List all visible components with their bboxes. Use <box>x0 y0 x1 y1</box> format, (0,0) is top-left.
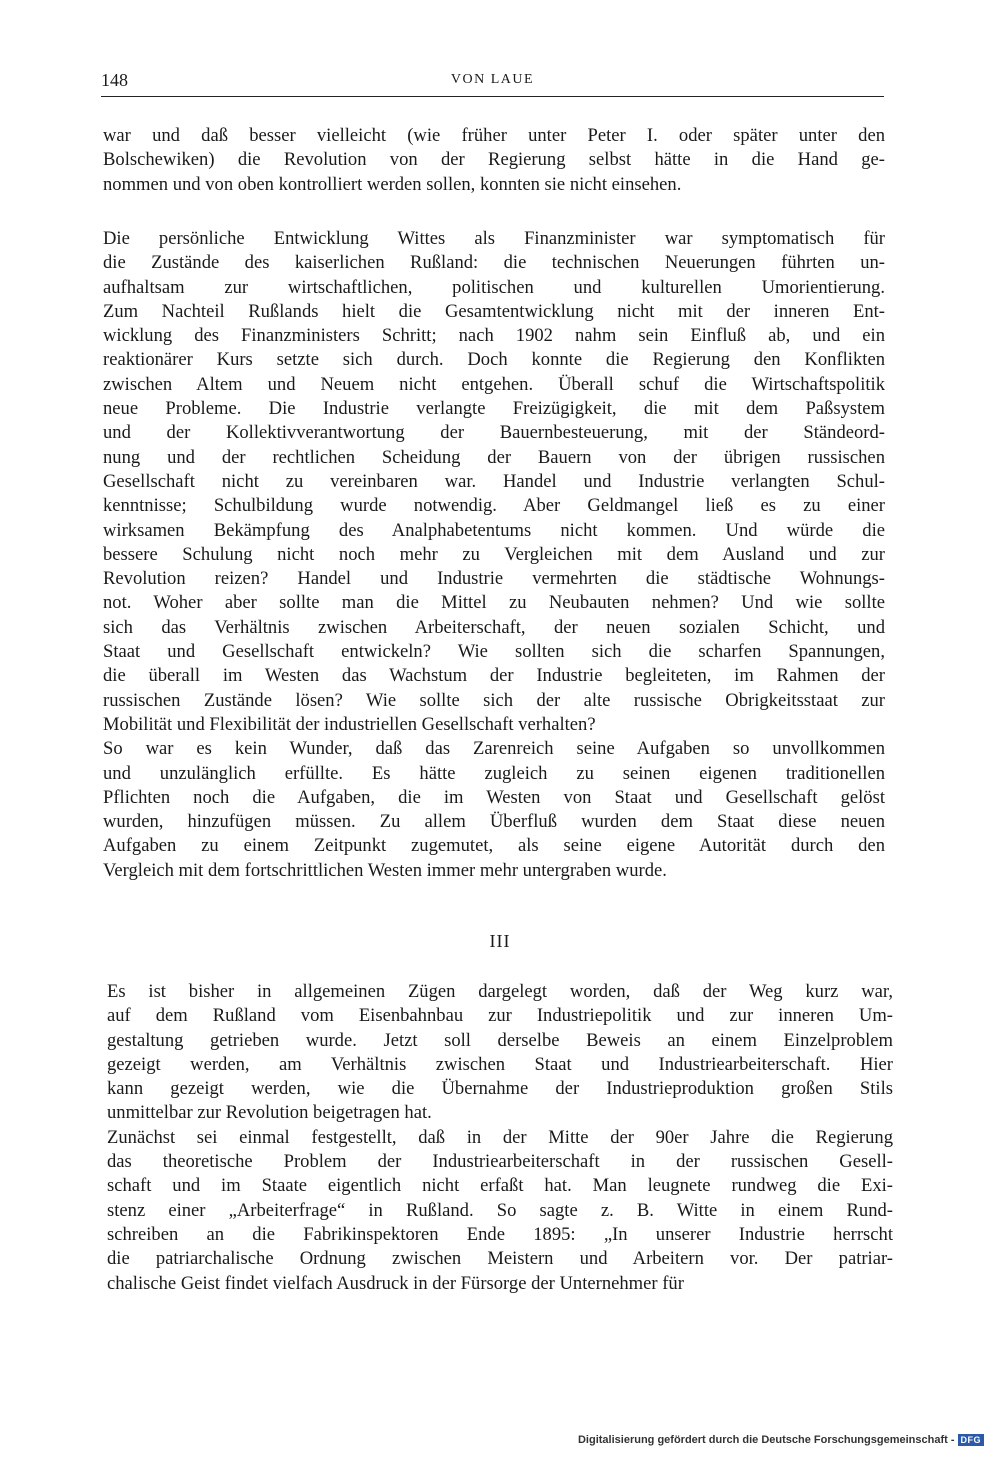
text-line: Mobilität und Flexibilität der industriellen Gesellschaft verhalten? <box>103 713 596 735</box>
footer-text: Digitalisierung gefördert durch die Deutsche Forschungsgemeinschaft - <box>577 1434 955 1446</box>
text-line: Staat und Gesellschaft entwickeln? Wie sollten sich die scharfen Spannungen, <box>103 641 885 663</box>
text-line: das theoretische Problem der Industriearbeiterschaft in der russischen Gesell- <box>107 1151 893 1173</box>
text-line: die Zustände des kaiserlichen Rußland: die technischen Neuerungen führten un- <box>103 252 885 274</box>
text-line: Die persönliche Entwicklung Wittes als Finanzminister war symptomatisch für <box>103 228 885 249</box>
paragraph-2 <box>103 227 885 883</box>
text-line: aufhaltsam zur wirtschaftlichen, politischen und kulturellen Umorientierung. <box>103 276 885 298</box>
text-line: So war es kein Wunder, daß das Zarenreich seine Aufgaben so unvollkommen <box>103 738 885 760</box>
text-line: not. Woher aber sollte man die Mittel zu Neubauten nehmen? Und wie sollte <box>103 592 885 614</box>
text-line: die überall im Westen das Wachstum der Industrie begleiteten, im Rahmen der <box>103 665 885 687</box>
text-line: Aufgaben zu einem Zeitpunkt zugemutet, als seine eigene Autorität durch den <box>103 835 885 857</box>
text-line: Pflichten noch die Aufgaben, die im Westen von Staat und Gesellschaft gelöst <box>103 786 885 808</box>
text-line: chalische Geist findet vielfach Ausdruck in der Fürsorge der Unternehmer für <box>107 1272 684 1294</box>
text-line: nung und der rechtlichen Scheidung der Bauern von der übrigen russischen <box>103 446 885 468</box>
text-line: Bolschewiken) die Revolution von der Regierung selbst hätte in die Hand ge- <box>103 149 885 171</box>
dfg-logo: DFG <box>958 1434 985 1446</box>
text-line: gezeigt werden, am Verhältnis zwischen Staat und Industriearbeiterschaft. Hier <box>107 1053 893 1075</box>
text-line: wurden, hinzufügen müssen. Zu allem Überfluß wurden dem Staat diese neuen <box>103 811 885 833</box>
text-line: Es ist bisher in allgemeinen Zügen dargelegt worden, daß der Weg kurz war, <box>107 981 893 1002</box>
running-head: VON LAUE <box>450 72 535 87</box>
text-line: auf dem Rußland vom Eisenbahnbau zur Industriepolitik und zur inneren Um- <box>107 1005 893 1027</box>
text-line: Zunächst sei einmal festgestellt, daß in der Mitte der 90er Jahre die Regierung <box>107 1126 893 1148</box>
text-line: wirksamen Bekämpfung des Analphabetentums nicht kommen. Und würde die <box>103 519 885 541</box>
text-line: gestaltung getrieben wurde. Jetzt soll derselbe Beweis an einem Einzelproblem <box>107 1029 893 1051</box>
text-line: schreiben an die Fabrikinspektoren Ende 1895: „In unserer Industrie herrscht <box>107 1223 893 1245</box>
text-line: zwischen Altem und Neuem nicht entgehen. Überall schuf die Wirtschaftspolitik <box>103 373 885 395</box>
text-line: Gesellschaft nicht zu vereinbaren war. Handel und Industrie verlangten Schul- <box>103 470 885 492</box>
text-line: unmittelbar zur Revolution beigetragen hat. <box>107 1102 432 1124</box>
text-line: kann gezeigt werden, wie die Übernahme der Industrieproduktion großen Stils <box>107 1078 893 1100</box>
text-line: war und daß besser vielleicht (wie früher unter Peter I. oder später unter den <box>103 125 885 146</box>
text-line: Vergleich mit dem fortschrittlichen Westen immer mehr untergraben wurde. <box>103 859 667 881</box>
paragraph-1 <box>103 124 885 197</box>
text-line: stenz einer „Arbeiterfrage“ in Rußland. So sagte z. B. Witte in einem Rund- <box>107 1199 893 1221</box>
text-line: und unzulänglich erfüllte. Es hätte zugleich zu seinen eigenen traditionellen <box>103 762 885 784</box>
page-number: 148 <box>101 70 128 90</box>
text-line: und der Kollektivverantwortung der Bauernbesteuerung, mit der Ständeord- <box>103 422 885 444</box>
text-line: die patriarchalische Ordnung zwischen Meistern und Arbeitern vor. Der patriar- <box>107 1248 893 1270</box>
text-line: russischen Zustände lösen? Wie sollte sich der alte russische Obrigkeitsstaat zur <box>103 689 885 711</box>
text-line: bessere Schulung nicht noch mehr zu Vergleichen mit dem Ausland und zur <box>103 543 885 565</box>
text-line: reaktionärer Kurs setzte sich durch. Doch konnte die Regierung den Konflikten <box>103 349 885 371</box>
text-line: schaft und im Staate eigentlich nicht erfaßt hat. Man leugnete rundweg die Exi- <box>107 1175 893 1197</box>
text-line: kenntnisse; Schulbildung wurde notwendig. Aber Geldmangel ließ es zu einer <box>103 495 885 517</box>
text-line: sich das Verhältnis zwischen Arbeiterschaft, der neuen sozialen Schicht, und <box>103 616 885 638</box>
paragraph-3 <box>107 980 893 1296</box>
text-line: nommen und von oben kontrolliert werden sollen, konnten sie nicht einsehen. <box>103 173 682 195</box>
page-header <box>101 66 884 97</box>
text-line: Revolution reizen? Handel und Industrie vermehrten die städtische Wohnungs- <box>103 568 885 590</box>
text-line: Zum Nachteil Rußlands hielt die Gesamtentwicklung nicht mit der inneren Ent- <box>103 300 885 322</box>
text-line: neue Probleme. Die Industrie verlangte Freizügigkeit, die mit dem Paßsystem <box>103 398 885 420</box>
footer-credit <box>578 1434 984 1446</box>
text-line: wicklung des Finanzministers Schritt; nach 1902 nahm sein Einfluß ab, und ein <box>103 325 885 347</box>
section-numeral: III <box>489 931 511 951</box>
